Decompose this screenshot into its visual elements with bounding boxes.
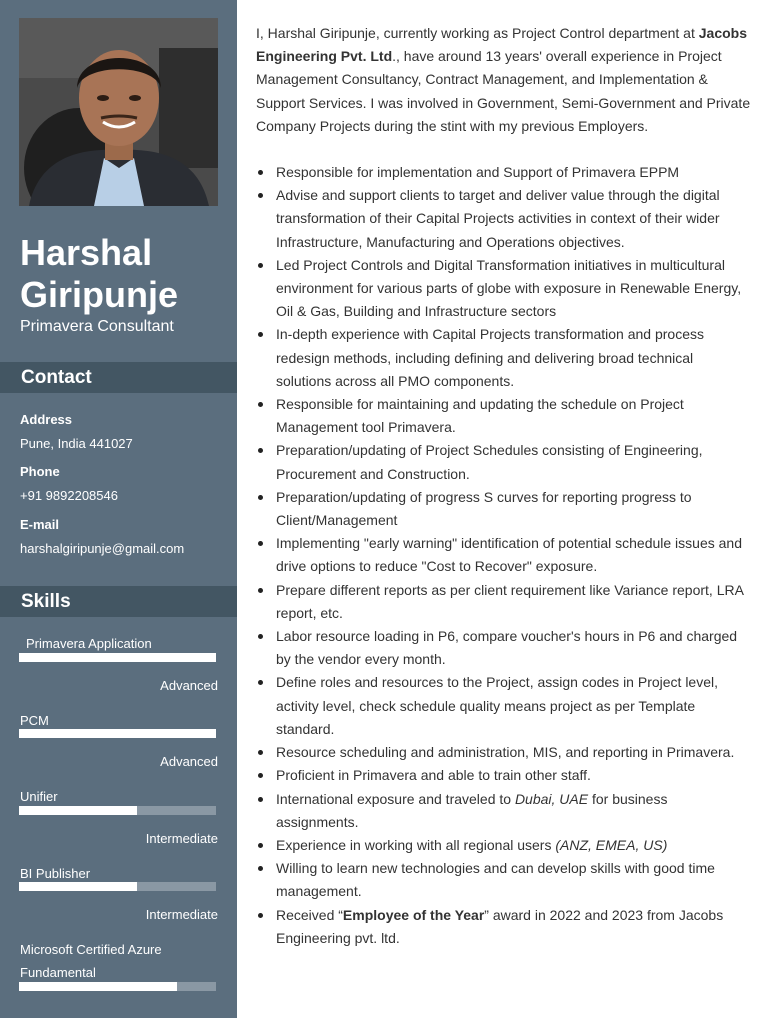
- skill-bar: [19, 653, 216, 662]
- summary-paragraph: [256, 22, 752, 138]
- skill-name: PCM: [20, 713, 49, 728]
- list-item: Define roles and resources to the Project, assign codes in Project level, activity level, check schedule quality means project as per Template standard.: [256, 671, 752, 741]
- list-item: Willing to learn new technologies and can develop skills with good time management.: [256, 857, 752, 903]
- skill-bar: [19, 882, 216, 891]
- list-item: Advise and support clients to target and deliver value through the digital transformation of their Capital Projects activities in context of their wider Infrastructure, Manufacturing and Operations objectives.: [256, 184, 752, 254]
- skill-name: Primavera Application: [26, 636, 152, 651]
- skill-bar-fill: [19, 806, 137, 815]
- skill-bar: [19, 806, 216, 815]
- skill-name: Microsoft Certified Azure Fundamental: [20, 942, 162, 980]
- email-value[interactable]: harshalgiripunje@gmail.com: [20, 541, 185, 556]
- skill-level: Advanced: [160, 678, 218, 693]
- award-text-start: Received “: [276, 906, 343, 923]
- profile-photo: [19, 18, 218, 206]
- intl-place: Dubai, UAE: [514, 790, 589, 807]
- award-text-end: ” award in 2022 and 2023 from Jacobs Engineering pvt. ltd.: [276, 906, 724, 946]
- list-item: Preparation/updating of progress S curves for reporting progress to Client/Management: [256, 486, 752, 532]
- award-name: Employee of the Year: [342, 906, 485, 923]
- list-item: Prepare different reports as per client requirement like Variance report, LRA report, etc.: [256, 579, 752, 625]
- list-item: Implementing "early warning" identification of potential schedule issues and drive options to reduce "Cost to Recover" exposure.: [256, 532, 752, 578]
- list-item: Proficient in Primavera and able to train other staff.: [256, 764, 752, 787]
- list-item: Led Project Controls and Digital Transformation initiatives in multicultural environment for various parts of globe with exposure in Renewable Energy, Oil & Gas, Building and Infrastructure sectors: [256, 254, 752, 324]
- list-item: [256, 834, 752, 857]
- profile-title: Primavera Consultant: [20, 318, 174, 335]
- skill-level: Intermediate: [145, 831, 218, 846]
- phone-value[interactable]: +91 9892208546: [20, 488, 118, 503]
- skill-bar-fill: [19, 653, 216, 662]
- regional-text: Experience in working with all regional users: [276, 836, 556, 853]
- skill-bar: [19, 982, 216, 991]
- skill-bar-fill: [19, 982, 177, 991]
- contact-heading: Contact: [0, 362, 237, 393]
- list-item: Labor resource loading in P6, compare voucher's hours in P6 and charged by the vendor every month.: [256, 625, 752, 671]
- intl-text-start: International exposure and traveled to: [276, 790, 515, 807]
- address-label: Address: [20, 412, 73, 427]
- skill-name: BI Publisher: [20, 866, 91, 881]
- portrait-image: [19, 18, 218, 206]
- list-item: [256, 904, 752, 950]
- skill-bar-fill: [19, 882, 137, 891]
- regional-list: (ANZ, EMEA, US): [555, 836, 668, 853]
- address-value: Pune, India 441027: [20, 436, 133, 451]
- summary-text-end: ., have around 13 years' overall experience in Project Management Consultancy, Contract Management, and Implementation & Support Services. I was involved in Government, Semi-Government and Private Company Projects during the stint with my previous Employers.: [256, 48, 751, 134]
- skill-bar-fill: [19, 729, 216, 738]
- phone-label: Phone: [20, 464, 60, 479]
- skill-name: Unifier: [20, 789, 58, 804]
- list-item: [256, 788, 752, 834]
- summary-text-start: I, Harshal Giripunje, currently working as Project Control department at: [256, 25, 699, 41]
- list-item: Preparation/updating of Project Schedules consisting of Engineering, Procurement and Construction.: [256, 439, 752, 485]
- sidebar: [0, 0, 237, 1018]
- skills-heading: Skills: [0, 586, 237, 617]
- skill-level: Advanced: [160, 754, 218, 769]
- intl-text-end: for business assignments.: [276, 790, 668, 830]
- list-item: Resource scheduling and administration, MIS, and reporting in Primavera.: [256, 741, 752, 764]
- skill-bar: [19, 729, 216, 738]
- list-item: Responsible for implementation and Support of Primavera EPPM: [256, 161, 752, 184]
- email-label: E-mail: [20, 517, 60, 532]
- responsibilities-list: [256, 161, 752, 950]
- company-name: Jacobs Engineering Pvt. Ltd: [256, 25, 747, 65]
- list-item: In-depth experience with Capital Projects transformation and process redesign methods, including defining and delivering broad technical solutions across all PMO components.: [256, 323, 752, 393]
- profile-name: Harshal Giripunje: [20, 232, 179, 315]
- skill-level: Intermediate: [145, 907, 218, 922]
- main-content: [256, 22, 752, 950]
- list-item: Responsible for maintaining and updating the schedule on Project Management tool Primavera.: [256, 393, 752, 439]
